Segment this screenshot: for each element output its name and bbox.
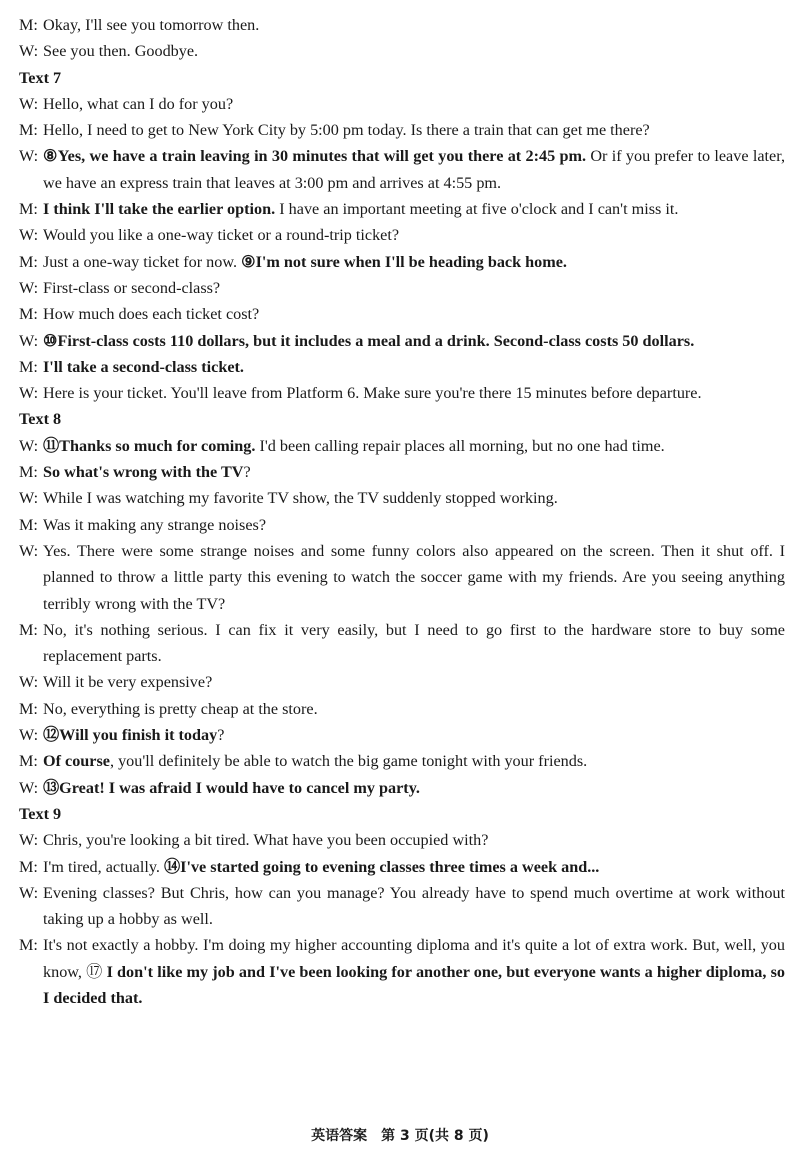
speaker-label: M: xyxy=(19,121,38,140)
dialogue-line xyxy=(19,827,785,853)
dialogue-line xyxy=(19,512,785,538)
dialogue-text: No, it's nothing serious. I can fix it very easily, but I need to go first to the hardware store to buy some replacement parts. xyxy=(43,620,785,666)
dialogue-text: Evening classes? But Chris, how can you manage? You already have to spend much overtime at work without taking up a hobby as well. xyxy=(43,883,785,929)
speaker-label: M: xyxy=(19,252,38,271)
dialogue-line xyxy=(19,222,785,248)
answer-key-text: ⑬Great! I was afraid I would have to cancel my party. xyxy=(43,778,420,797)
speaker-label: M: xyxy=(19,463,38,482)
speaker-label: W: xyxy=(19,541,39,560)
answer-key-text: ⑪Thanks so much for coming. xyxy=(43,436,256,455)
dialogue-text: Okay, I'll see you tomorrow then. xyxy=(43,16,260,34)
dialogue-text: Just a one-way ticket for now. xyxy=(43,252,242,271)
speaker-label: W: xyxy=(19,94,39,113)
dialogue-text: , you'll definitely be able to watch the big game tonight with your friends. xyxy=(109,752,588,771)
dialogue-text: How much does each ticket cost? xyxy=(43,305,260,324)
dialogue-line xyxy=(19,249,785,275)
speaker-label: M: xyxy=(19,305,38,324)
speaker-label: W: xyxy=(19,489,39,508)
answer-key-text: Of course xyxy=(43,752,110,771)
answer-key-text: ⑭I've started going to evening classes three times a week and... xyxy=(163,857,600,876)
answer-document xyxy=(19,12,785,1011)
dialogue-text: I have an important meeting at five o'clock and I can't miss it. xyxy=(275,200,679,219)
dialogue-text: I'm tired, actually. xyxy=(43,857,164,876)
speaker-label: W: xyxy=(19,278,39,297)
dialogue-line xyxy=(19,143,785,196)
speaker-label: M: xyxy=(19,752,38,771)
dialogue-line xyxy=(19,669,785,695)
speaker-label: W: xyxy=(19,331,39,350)
dialogue-line xyxy=(19,91,785,117)
speaker-label: M: xyxy=(19,936,38,955)
dialogue-line xyxy=(19,696,785,722)
dialogue-line xyxy=(19,354,785,380)
speaker-label: W: xyxy=(19,226,39,245)
speaker-label: M: xyxy=(19,699,38,718)
dialogue-line xyxy=(19,328,785,354)
dialogue-text: Hello, what can I do for you? xyxy=(43,94,234,113)
speaker-label: W: xyxy=(19,831,39,850)
section-heading: Text 9 xyxy=(19,804,62,823)
speaker-label: M: xyxy=(19,16,38,34)
answer-key-text: So what's wrong with the TV xyxy=(43,463,244,482)
dialogue-line xyxy=(19,380,785,406)
dialogue-text: ? xyxy=(243,463,251,482)
dialogue-line xyxy=(19,301,785,327)
dialogue-text: Yes. There were some strange noises and some funny colors also appeared on the screen. Then it shut off. I planned to throw a little party this evening to watch the soccer game with my friends. Are you seeing anything terribly wrong with the TV? xyxy=(43,541,785,613)
section-heading: Text 7 xyxy=(19,68,62,87)
dialogue-line xyxy=(19,12,785,38)
dialogue-line xyxy=(19,433,785,459)
speaker-label: W: xyxy=(19,883,39,902)
answer-key-text: ⑨I'm not sure when I'll be heading back home. xyxy=(241,252,567,271)
dialogue-text: Here is your ticket. You'll leave from Platform 6. Make sure you're there 15 minutes before departure. xyxy=(43,384,702,403)
answer-key-text: ⑫Will you finish it today xyxy=(43,726,218,745)
dialogue-line xyxy=(19,196,785,222)
page-footer: 英语答案 第 3 页(共 8 页) xyxy=(311,1128,489,1144)
dialogue-text: First-class or second-class? xyxy=(43,278,221,297)
speaker-label: M: xyxy=(19,515,38,534)
answer-key-text: ⑩First-class costs 110 dollars, but it includes a meal and a drink. Second-class costs 50 dollars. xyxy=(43,331,695,350)
answer-key-text: I think I'll take the earlier option. xyxy=(43,200,276,219)
dialogue-line xyxy=(19,880,785,933)
dialogue-text: I'd been calling repair places all morning, but no one had time. xyxy=(255,436,665,455)
dialogue-text: It's not exactly a hobby. I'm doing my higher accounting diploma and it's quite a lot of extra work. But, well, you know, ⑰ xyxy=(43,936,785,981)
dialogue-line xyxy=(19,617,785,670)
dialogue-text: Or if you prefer to leave later, we have an express train that leaves at 3:00 pm and arrives at 4:55 pm. xyxy=(43,147,785,192)
answer-key-text: I don't like my job and I've been looking for another one, but everyone wants a higher diploma, so I decided that. xyxy=(43,962,785,1007)
dialogue-line xyxy=(19,275,785,301)
dialogue-line xyxy=(19,748,785,774)
speaker-label: W: xyxy=(19,726,39,745)
dialogue-text: ? xyxy=(217,726,225,745)
dialogue-line xyxy=(19,775,785,801)
dialogue-text: Would you like a one-way ticket or a round-trip ticket? xyxy=(43,226,400,245)
dialogue-line xyxy=(19,485,785,511)
dialogue-line xyxy=(19,722,785,748)
speaker-label: M: xyxy=(19,200,38,219)
speaker-label: M: xyxy=(19,357,38,376)
dialogue-line xyxy=(19,459,785,485)
answer-key-text: ⑧Yes, we have a train leaving in 30 minutes that will get you there at 2:45 pm. xyxy=(43,147,587,166)
speaker-label: M: xyxy=(19,857,38,876)
speaker-label: W: xyxy=(19,673,39,692)
dialogue-line xyxy=(19,932,785,1011)
dialogue-text: While I was watching my favorite TV show, the TV suddenly stopped working. xyxy=(43,489,558,508)
speaker-label: W: xyxy=(19,42,39,61)
answer-key-text: I'll take a second-class ticket. xyxy=(43,357,244,376)
dialogue-line xyxy=(19,38,785,64)
dialogue-text: Will it be very expensive? xyxy=(43,673,213,692)
speaker-label: W: xyxy=(19,147,39,166)
speaker-label: W: xyxy=(19,778,39,797)
dialogue-text: Chris, you're looking a bit tired. What have you been occupied with? xyxy=(43,831,489,850)
dialogue-line xyxy=(19,538,785,617)
speaker-label: M: xyxy=(19,620,38,639)
dialogue-line xyxy=(19,117,785,143)
dialogue-line xyxy=(19,854,785,880)
speaker-label: W: xyxy=(19,384,39,403)
dialogue-text: See you then. Goodbye. xyxy=(43,42,199,61)
section-heading: Text 8 xyxy=(19,410,62,429)
speaker-label: W: xyxy=(19,436,39,455)
dialogue-text: Was it making any strange noises? xyxy=(43,515,267,534)
dialogue-text: Hello, I need to get to New York City by 5:00 pm today. Is there a train that can get me there? xyxy=(43,121,650,140)
dialogue-text: No, everything is pretty cheap at the store. xyxy=(43,699,318,718)
